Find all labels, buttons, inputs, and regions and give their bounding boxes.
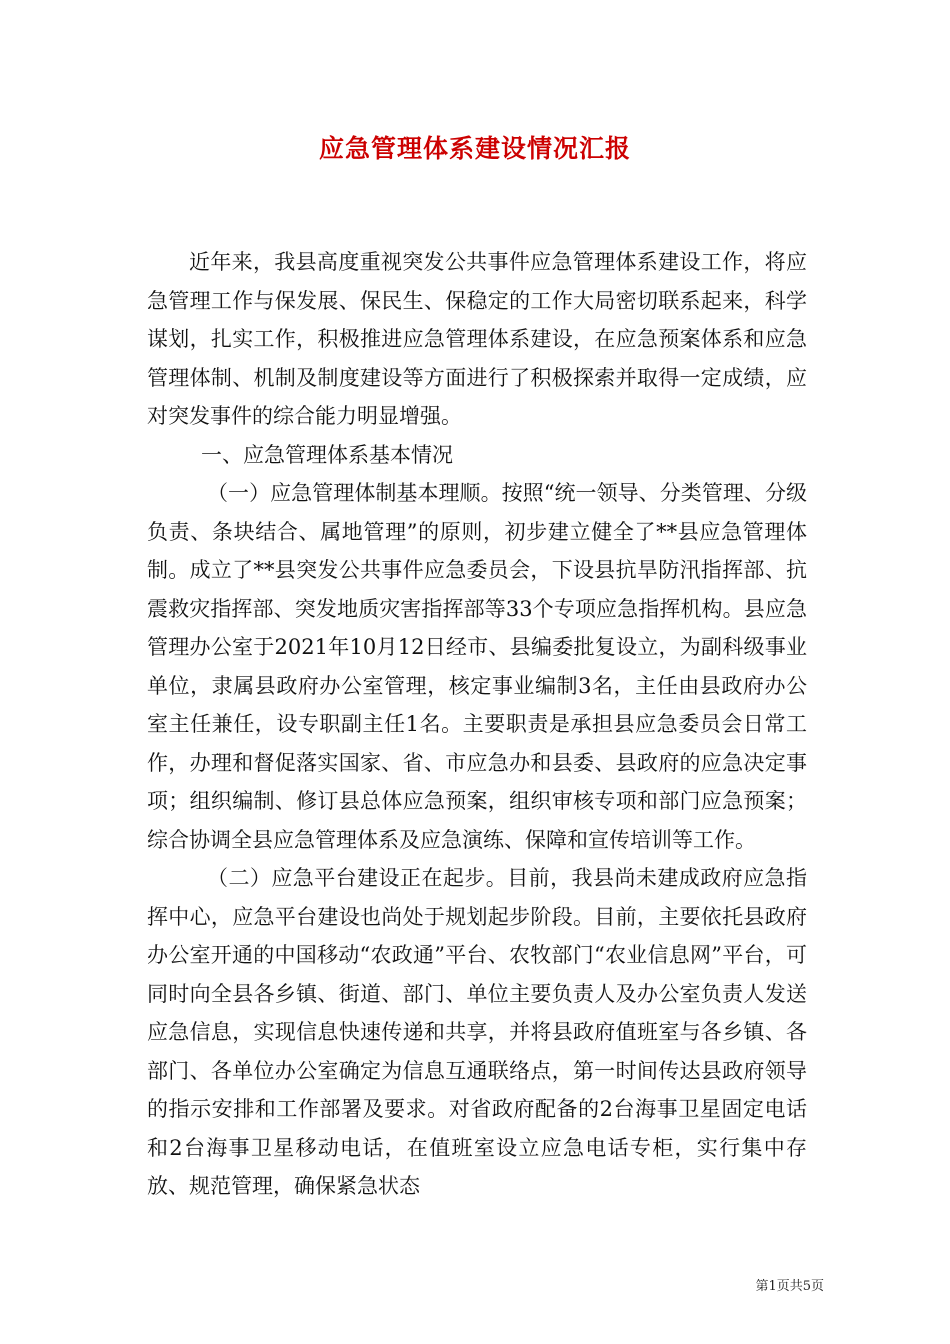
intro-paragraph: 近年来，我县高度重视突发公共事件应急管理体系建设工作，将应急管理工作与保发展、保民生、保稳定的工作大局密切联系起来，科学谋划，扎实工作，积极推进应急管理体系建设，在应急预案体系和应急管理体制、机制及制度建设等方面进行了积极探索并取得一定成绩，应对突发事件的综合能力明显增强。	[147, 250, 807, 428]
section-1-2-paragraph: （二）应急平台建设正在起步。目前，我县尚未建成政府应急指挥中心，应急平台建设也尚处于规划起步阶段。目前，主要依托县政府办公室开通的中国移动“农政通”平台、农牧部门“农业信息网”平台，可同时向全县各乡镇、街道、部门、单位主要负责人及办公室负责人发送应急信息，实现信息快速传递和共享，并将县政府值班室与各乡镇、各部门、各单位办公室确定为信息互通联络点，第一时间传达县政府领导的指示安排和工作部署及要求。对省政府配备的2台海事卫星固定电话和2台海事卫星移动电话，在值班室设立应急电话专柜，实行集中存放、规范管理，确保紧急状态	[147, 866, 807, 1198]
section-1-1-paragraph: （一）应急管理体制基本理顺。按照“统一领导、分类管理、分级负责、条块结合、属地管理”的原则，初步建立健全了**县应急管理体制。成立了**县突发公共事件应急委员会，下设县抗旱防汛指挥部、抗震救灾指挥部、突发地质灾害指挥部等33个专项应急指挥机构。县应急管理办公室于2021年10月12日经市、县编委批复设立，为副科级事业单位，隶属县政府办公室管理，核定事业编制3名，主任由县政府办公室主任兼任，设专职副主任1名。主要职责是承担县应急委员会日常工作，办理和督促落实国家、省、市应急办和县委、县政府的应急决定事项；组织编制、修订县总体应急预案，组织审核专项和部门应急预案；综合协调全县应急管理体系及应急演练、保障和宣传培训等工作。	[147, 481, 807, 852]
page-number-footer: 第1页共5页	[755, 1279, 824, 1294]
section-1-heading: 一、应急管理体系基本情况	[201, 442, 453, 467]
document-title: 应急管理体系建设情况汇报	[318, 134, 631, 163]
document-body	[147, 243, 807, 1206]
